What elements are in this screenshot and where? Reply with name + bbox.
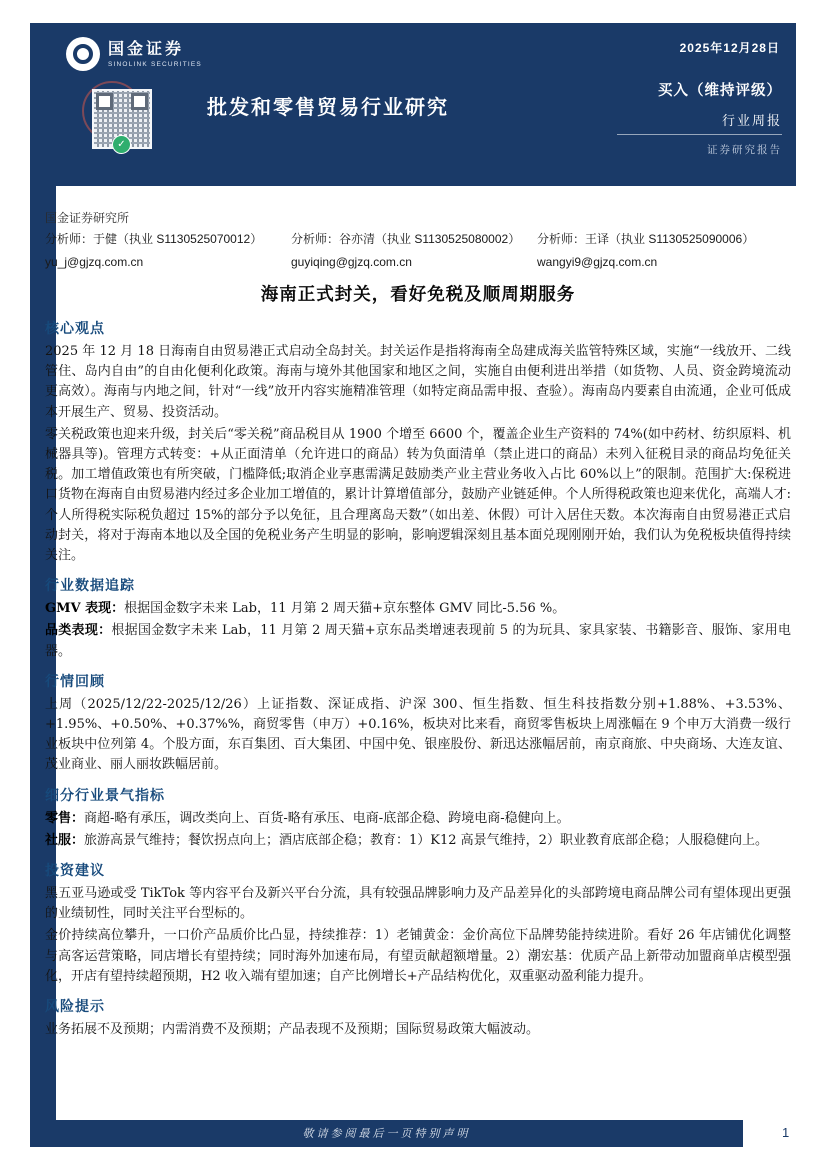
rating-block [617, 79, 782, 157]
paragraph: 上周（2025/12/22-2025/12/26）上证指数、深证成指、沪深 300、恒生指数、恒生科技指数分别+1.88%、+3.53%、+1.95%、+0.50%、+0.37%%，商贸零售（申万）+0.16%，板块对比来看，商贸零售板块上周涨幅在 9 个申万大消费一级行业板块中位列第 4。个股方面，东百集团、百大集团、中国中免、银座股份、新迅达涨幅居前，南京商旅、中央商场、大连友谊、茂业商业、丽人丽妆跌幅居前。 [45, 696, 791, 773]
disclaimer-text: 敬请参阅最后一页特别声明 [302, 1127, 471, 1140]
paragraph: 2025 年 12 月 18 日海南自由贸易港正式启动全岛封关。封关运作是指将海南全岛建成海关监管特殊区域，实施“一线放开、二线管住、岛内自由”的自由化便利化政策。海南与境外其他国家和地区之间，实施自由便利进出举措（如货物、人员、资金跨境流动更高效）。海南与内地之间，针对“一线”放开内容实施精准管理（如特定商品需申报、查验）。海南岛内要素自由流通，企业可低成本开展生产、贸易、投资活动。 [45, 344, 791, 420]
sinolink-coin-icon [66, 37, 100, 71]
section-heading: 行情回顾 [45, 672, 105, 689]
paragraph-label: 社服： [45, 832, 85, 848]
paragraph: 零关税政策也迎来升级，封关后“零关税”商品税目从 1900 个增至 6600 个，覆盖企业生产资料的 74%(如中药材、纺织原料、机械器具等)。管理方式转变：+从正面清单（允许进口的商品）转为负面清单（禁止进口的商品）未列入征税目录的商品均免征关税。加工增值政策也有所突破，门槛降低;取消企业享惠需满足鼓励类产业主营业务收入占比 60%以上”的限制。范围扩大:保税进口货物在海南自由贸易港内经过多企业加工增值的，累计计算增值部分，鼓励产业链延伸。个人所得税政策也迎来优化，高端人才:个人所得税实际税负超过 15%的部分予以免征，且合理离岛天数”（如出差、休假）可计入居住天数。本次海南自由贸易港正式启动封关，将对于海南本地以及全国的免税业务产生明显的影响，影响逻辑深刻且基本面兑现刚刚开始，我们认为免税板块值得持续关注。 [45, 426, 791, 564]
brand-name-en: SINOLINK SECURITIES [108, 60, 202, 68]
section-heading: 核心观点 [45, 320, 105, 336]
analyst-name-line: 分析师：王译（执业 S1130525090006） [537, 232, 755, 246]
analyst-name-line: 分析师：谷亦清（执业 S1130525080002） [291, 232, 521, 246]
page-number: 1 [782, 1125, 790, 1140]
section-subsector-indicators [45, 785, 791, 851]
analyst-card [291, 230, 537, 269]
brand-name-cn: 国金证券 [108, 40, 185, 58]
green-verify-icon: ✓ [112, 135, 131, 154]
section-heading: 细分行业景气指标 [45, 786, 165, 803]
institute-label: 国金证券研究所 [45, 211, 130, 225]
document-title: 海南正式封关，看好免税及顺周期服务 [260, 284, 576, 304]
report-date: 2025年12月28日 [679, 41, 780, 55]
paragraph: 黑五亚马逊或受 TikTok 等内容平台及新兴平台分流，具有较强品牌影响力及产品差异化的头部跨境电商品牌公司有望体现出更强的业绩韧性，同时关注平台型标的。 [45, 886, 791, 922]
section-heading: 行业数据追踪 [45, 577, 135, 594]
analyst-name-line: 分析师：于健（执业 S1130525070012） [45, 232, 263, 246]
paragraph: 业务拓展不及预期；内需消费不及预期；产品表现不及预期；国际贸易政策大幅波动。 [45, 1022, 540, 1038]
report-series-title: 批发和零售贸易行业研究 [207, 97, 449, 119]
section-core-views [45, 318, 791, 566]
section-investment-advice [45, 860, 791, 987]
paragraph [45, 599, 791, 619]
paragraph-text: 旅游高景气维持；餐饮拐点向上；酒店底部企稳；教育：1）K12 高景气维持，2）职业教育底部企稳；人服稳健向上。 [84, 832, 768, 848]
analyst-card [45, 230, 291, 269]
paragraph [45, 831, 791, 851]
report-body [45, 318, 791, 1042]
report-category-label: 证券研究报告 [707, 144, 782, 156]
paragraph-label: GMV 表现： [45, 601, 125, 617]
paragraph-text: 商超-略有承压，调改类向上、百货-略有承压、电商-底部企稳、跨境电商-稳健向上。 [84, 810, 570, 826]
section-heading: 风险提示 [45, 998, 105, 1015]
paragraph-text: 根据国金数字未来 Lab，11 月第 2 周天猫+京东整体 GMV 同比-5.56 %。 [124, 601, 566, 617]
rating-divider [617, 134, 782, 135]
paragraph-label: 零售： [45, 810, 85, 826]
paragraph [45, 621, 791, 661]
paragraph [45, 809, 791, 829]
section-heading: 投资建议 [45, 862, 105, 879]
footer-disclaimer-band [30, 1120, 743, 1147]
paragraph-label: 品类表现： [45, 623, 112, 639]
analyst-card [537, 230, 783, 269]
analyst-grid [45, 230, 793, 269]
analyst-email: wangyi9@gjzq.com.cn [537, 255, 658, 269]
paragraph-text: 根据国金数字未来 Lab，11 月第 2 周天猫+京东品类增速表现前 5 的为玩具、家具家装、书籍影音、服饰、家用电器。 [45, 623, 791, 659]
section-risk-warning [45, 996, 791, 1040]
report-kind-label: 行业周报 [721, 113, 782, 128]
section-industry-data [45, 575, 791, 662]
rating-label: 买入（维持评级） [658, 83, 782, 99]
report-header-band [30, 23, 796, 186]
sinolink-logo-text [108, 41, 202, 68]
analyst-email: yu_j@gjzq.com.cn [45, 255, 144, 269]
paragraph: 金价持续高位攀升，一口价产品质价比凸显，持续推荐：1）老铺黄金：金价高位下品牌势能持续进阶。看好 26 年店铺优化调整与高客运营策略，同店增长有望持续；同时海外加速布局，有望贡献超额增量。2）潮宏基：优质产品上新带动加盟商单店模型强化，开店有望持续超预期，H2 收入端有望加速；自产比例增长+产品结构优化，双重驱动盈利能力提升。 [45, 928, 791, 984]
analyst-email: guyiqing@gjzq.com.cn [291, 255, 412, 269]
sinolink-logo [66, 37, 202, 71]
section-market-review [45, 671, 791, 776]
